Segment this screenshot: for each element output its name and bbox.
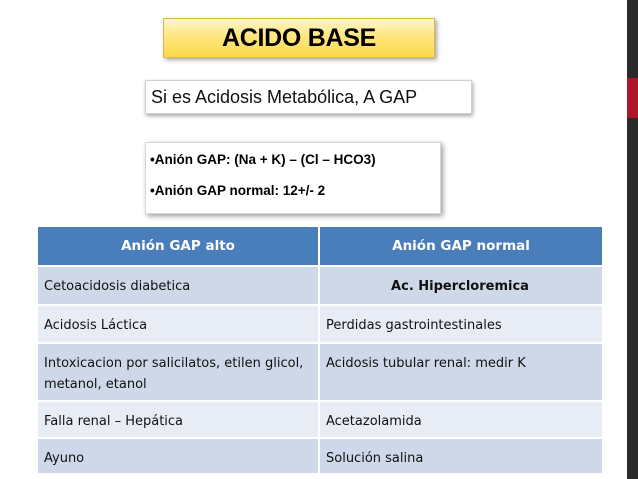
header-anion-gap-normal: Anión GAP normal (319, 226, 603, 266)
table-cell: Falla renal – Hepática (37, 401, 319, 438)
table-cell: Acidosis tubular renal: medir K (319, 343, 603, 401)
table-cell: Cetoacidosis diabetica (37, 266, 319, 305)
page-title: ACIDO BASE (222, 23, 376, 52)
table-row (37, 401, 603, 438)
right-edge-accent (627, 78, 638, 118)
table-row (37, 438, 603, 474)
subtitle-box (145, 80, 472, 114)
right-edge-bar (627, 0, 638, 479)
formula-box (145, 142, 441, 214)
subtitle: Si es Acidosis Metabólica, A GAP (151, 86, 418, 107)
table-cell: Ac. Hipercloremica (319, 266, 603, 305)
table-cell: Acetazolamida (319, 401, 603, 438)
table-row (37, 305, 603, 343)
table-row (37, 343, 603, 401)
title-box (163, 18, 435, 58)
table-header-row (37, 226, 603, 266)
table-row (37, 266, 603, 305)
anion-gap-table (36, 225, 604, 475)
formula-anion-gap-normal: •Anión GAP normal: 12+/- 2 (150, 183, 326, 198)
table-cell: Acidosis Láctica (37, 305, 319, 343)
formula-anion-gap: •Anión GAP: (Na + K) – (Cl – HCO3) (150, 152, 376, 167)
header-anion-gap-alto: Anión GAP alto (37, 226, 319, 266)
table-cell: Perdidas gastrointestinales (319, 305, 603, 343)
table-cell: Solución salina (319, 438, 603, 474)
table-cell: Ayuno (37, 438, 319, 474)
table-cell: Intoxicacion por salicilatos, etilen glicol, metanol, etanol (37, 343, 319, 401)
